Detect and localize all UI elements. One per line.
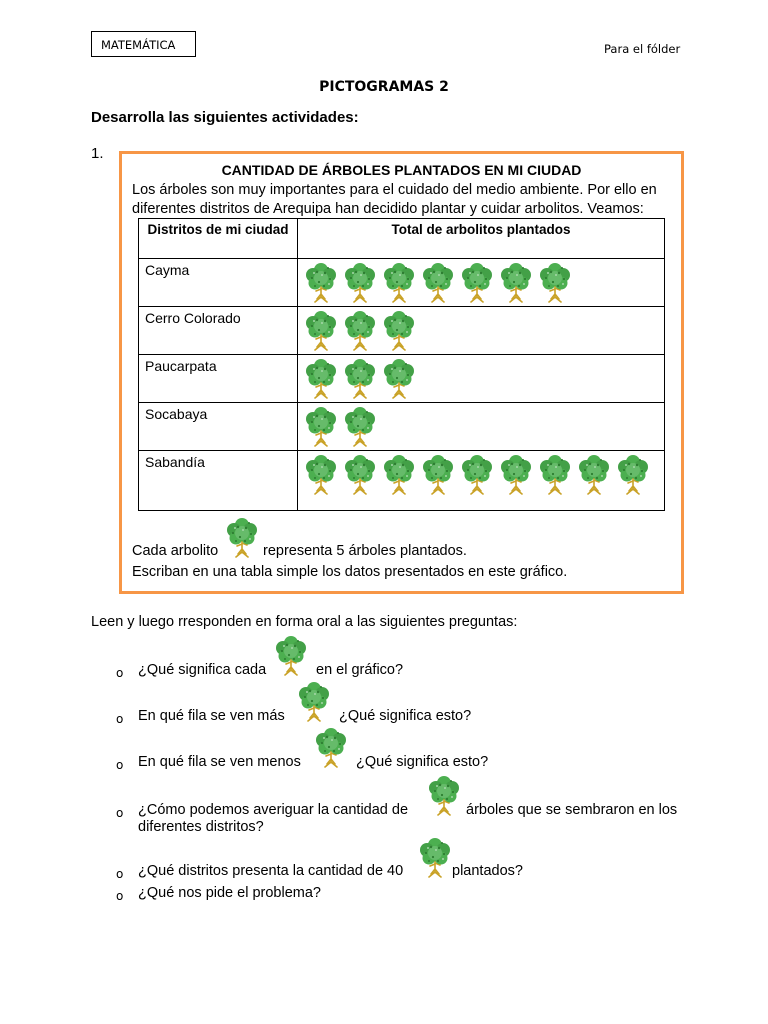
- tree-icon: [459, 453, 495, 495]
- tree-icon: [303, 261, 339, 303]
- district-cell: [139, 259, 298, 307]
- tree-icon: [224, 516, 260, 558]
- tree-icon: [576, 453, 612, 495]
- subject-box: [91, 31, 196, 57]
- column-header-district: Distritos de mi ciudad: [139, 219, 298, 259]
- instructions-heading: Desarrolla las siguientes actividades:: [91, 109, 359, 126]
- tree-icon-row: [303, 309, 664, 351]
- bullet-marker: o: [116, 712, 124, 726]
- bullet-marker: o: [116, 867, 124, 881]
- tree-icon: [342, 357, 378, 399]
- bullet-marker: o: [116, 666, 124, 680]
- column-header-total: Total de arbolitos plantados: [298, 219, 665, 259]
- district-label: Socabaya: [145, 406, 208, 422]
- tree-icon: [459, 261, 495, 303]
- trees-cell: [298, 355, 665, 403]
- district-label: Paucarpata: [145, 358, 217, 374]
- tree-icon: [537, 261, 573, 303]
- district-cell: [139, 355, 298, 403]
- tree-icon: [313, 726, 349, 768]
- pictogram-title: CANTIDAD DE ÁRBOLES PLANTADOS EN MI CIUDAD: [221, 162, 582, 178]
- question-3-part-a: En qué fila se ven menos: [138, 754, 301, 770]
- tree-icon: [615, 453, 651, 495]
- question-3-part-b: ¿Qué significa esto?: [356, 754, 489, 770]
- bullet-marker: o: [116, 889, 124, 903]
- district-cell: [139, 451, 298, 511]
- district-label: Cayma: [145, 262, 190, 278]
- tree-icon: [342, 261, 378, 303]
- table-header-row: [139, 219, 665, 259]
- table-row: [139, 259, 665, 307]
- legend-suffix: representa 5 árboles plantados.: [263, 543, 467, 559]
- tree-icon: [417, 836, 453, 878]
- tree-icon: [296, 680, 332, 722]
- tree-icon: [342, 309, 378, 351]
- pictogram-intro: Los árboles son muy importantes para el cuidado del medio ambiente. Por ello en diferentes distritos de Arequipa han decidido plantar y cuidar arbolitos. Veamos:: [132, 182, 657, 217]
- tree-icon: [381, 309, 417, 351]
- district-cell: [139, 403, 298, 451]
- bullet-marker: o: [116, 806, 124, 820]
- trees-cell: [298, 259, 665, 307]
- question-4-part-b: árboles que se sembraron en los: [466, 802, 678, 818]
- tree-icon: [498, 453, 534, 495]
- question-1-part-b: en el gráfico?: [316, 662, 404, 678]
- question-5-part-b: plantados?: [452, 863, 523, 879]
- question-5-part-a: ¿Qué distritos presenta la cantidad de 40: [138, 863, 404, 879]
- tree-icon: [537, 453, 573, 495]
- bullet-marker: o: [116, 758, 124, 772]
- question-4-part-c: diferentes distritos?: [138, 819, 264, 835]
- tree-icon-row: [303, 405, 664, 447]
- tree-icon: [381, 357, 417, 399]
- tree-icon: [303, 453, 339, 495]
- pictogram-table: [138, 218, 665, 511]
- tree-icon-row: [303, 453, 664, 495]
- table-row: [139, 307, 665, 355]
- district-label: Cerro Colorado: [145, 310, 241, 326]
- tree-icon: [303, 357, 339, 399]
- tree-icon-row: [303, 261, 664, 303]
- tree-icon: [342, 405, 378, 447]
- tree-icon: [420, 261, 456, 303]
- question-4-part-a: ¿Cómo podemos averiguar la cantidad de: [138, 802, 409, 818]
- district-label: Sabandía: [145, 454, 205, 470]
- question-1-part-a: ¿Qué significa cada: [138, 662, 267, 678]
- trees-cell: [298, 307, 665, 355]
- tree-icon: [498, 261, 534, 303]
- questions-intro: Leen y luego rresponden en forma oral a las siguientes preguntas:: [91, 614, 518, 630]
- table-row: [139, 451, 665, 511]
- folder-note: Para el fólder: [604, 42, 681, 56]
- question-6: ¿Qué nos pide el problema?: [138, 885, 321, 901]
- item-number: 1.: [91, 145, 104, 162]
- tree-icon: [342, 453, 378, 495]
- tree-icon: [420, 453, 456, 495]
- task-instruction: Escriban en una tabla simple los datos presentados en este gráfico.: [132, 564, 568, 580]
- district-cell: [139, 307, 298, 355]
- tree-icon: [303, 309, 339, 351]
- legend-prefix: Cada arbolito: [132, 543, 219, 559]
- tree-icon: [381, 261, 417, 303]
- trees-cell: [298, 403, 665, 451]
- trees-cell: [298, 451, 665, 511]
- tree-icon: [381, 453, 417, 495]
- question-2-part-a: En qué fila se ven más: [138, 708, 285, 724]
- question-2-part-b: ¿Qué significa esto?: [339, 708, 472, 724]
- table-row: [139, 403, 665, 451]
- tree-icon: [273, 634, 309, 676]
- tree-icon-row: [303, 357, 664, 399]
- tree-icon: [303, 405, 339, 447]
- subject-label: MATEMÁTICA: [101, 38, 176, 52]
- table-row: [139, 355, 665, 403]
- tree-icon: [426, 774, 462, 816]
- page-title: PICTOGRAMAS 2: [319, 79, 449, 95]
